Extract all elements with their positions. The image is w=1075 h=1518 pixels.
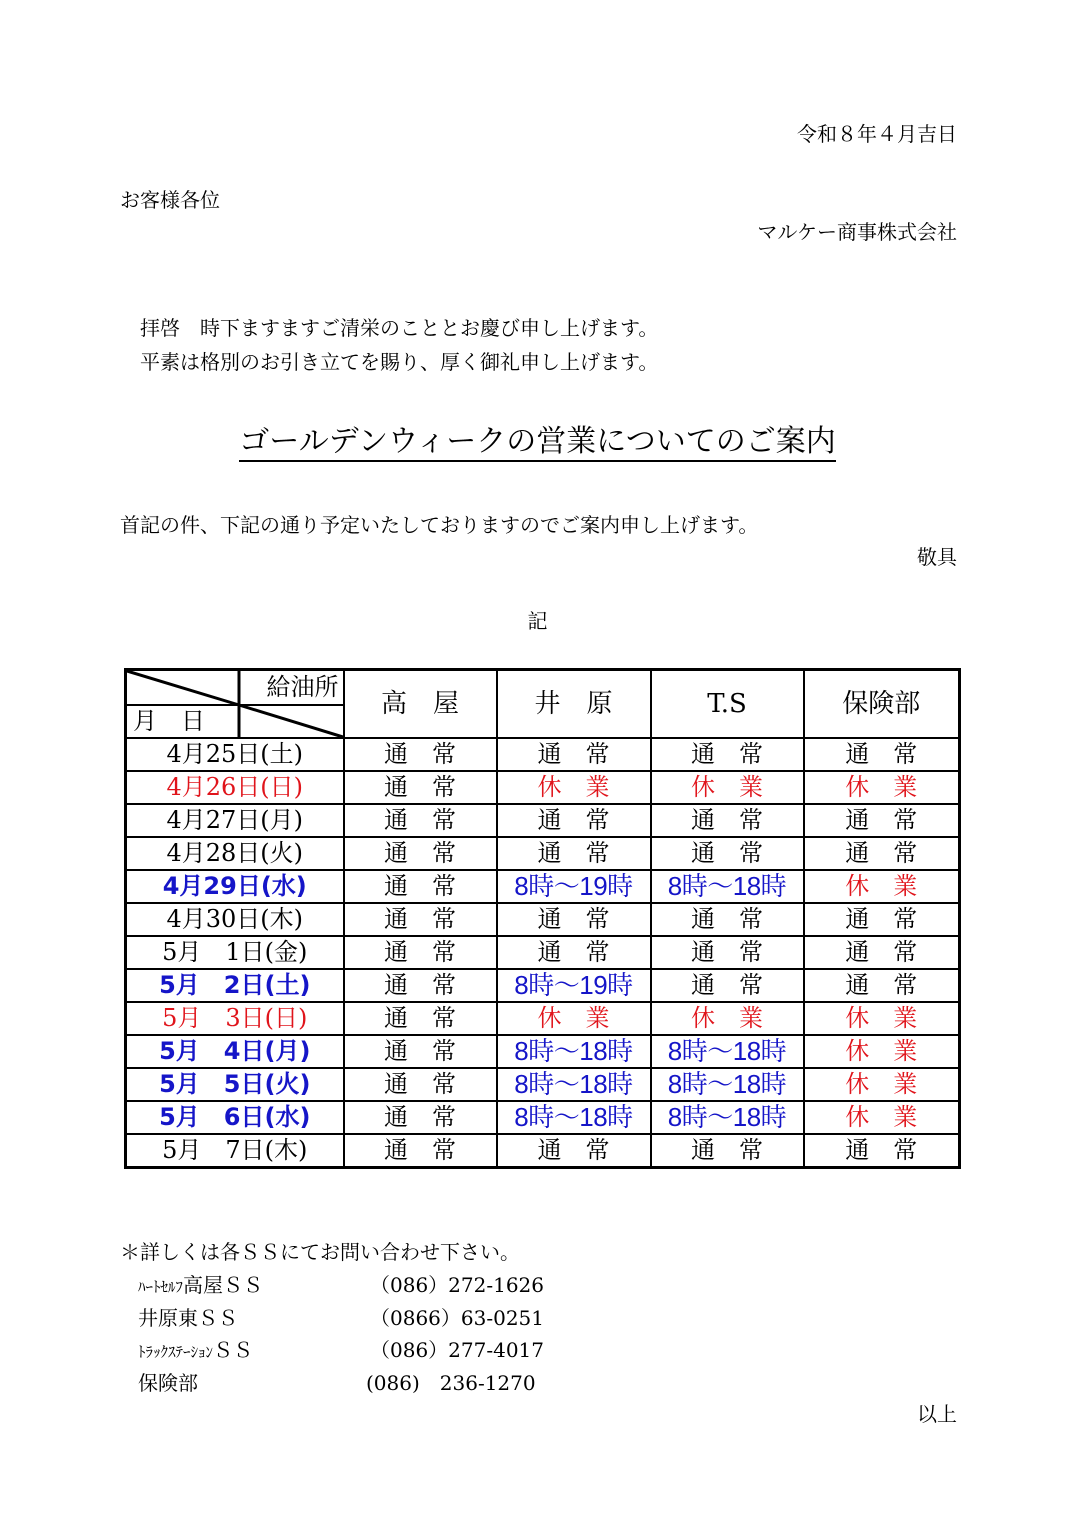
- table-row: [126, 837, 960, 870]
- status-cell: 8時～18時: [497, 1101, 651, 1134]
- date-cell: 5月 1日(金): [126, 936, 344, 969]
- table-row: [126, 1068, 960, 1101]
- status-cell: 通 常: [344, 1002, 497, 1035]
- schedule-table: [124, 668, 961, 1169]
- contact-name: [138, 1371, 198, 1395]
- table-row: [126, 969, 960, 1002]
- contact-row: [138, 1273, 558, 1306]
- status-cell: 通 常: [497, 804, 651, 837]
- status-cell: 通 常: [804, 936, 960, 969]
- greeting-line-2: 平素は格別のお引き立てを賜り、厚く御礼申し上げます。: [140, 350, 659, 374]
- status-cell: 通 常: [344, 738, 497, 771]
- status-cell: 通 常: [651, 1134, 804, 1168]
- date-cell: 4月25日(土): [126, 738, 344, 771]
- document-title: [0, 422, 1075, 462]
- contact-name: [138, 1338, 253, 1364]
- date-cell: 4月30日(木): [126, 903, 344, 936]
- status-cell: 通 常: [497, 936, 651, 969]
- status-cell: 通 常: [344, 969, 497, 1002]
- status-cell: 通 常: [344, 1101, 497, 1134]
- date-cell: 4月29日(水): [126, 870, 344, 903]
- status-cell: 通 常: [497, 738, 651, 771]
- status-cell: 休 業: [804, 870, 960, 903]
- inquiry-note: ＊詳しくは各ＳＳにてお問い合わせ下さい。: [120, 1240, 520, 1264]
- corner-label-station: 給油所: [266, 673, 339, 701]
- greeting-line-1: 拝啓 時下ますますご清栄のこととお慶び申し上げます。: [140, 316, 659, 340]
- column-header: 高 屋: [344, 670, 497, 739]
- status-cell: 8時～18時: [497, 1035, 651, 1068]
- table-header-row: [126, 670, 960, 739]
- contact-row: [138, 1371, 558, 1404]
- status-cell: 休 業: [651, 771, 804, 804]
- status-cell: 通 常: [497, 837, 651, 870]
- table-row: [126, 936, 960, 969]
- status-cell: 通 常: [651, 837, 804, 870]
- column-header: 保険部: [804, 670, 960, 739]
- contact-phone: （086）272-1626: [370, 1273, 545, 1297]
- status-cell: 8時～19時: [497, 969, 651, 1002]
- table-row: [126, 771, 960, 804]
- contact-name-prefix: ﾊｰﾄｾﾙﾌ: [138, 1278, 184, 1296]
- table-row: [126, 870, 960, 903]
- status-cell: 8時～18時: [651, 1068, 804, 1101]
- contact-phone: (086) 236-1270: [366, 1370, 536, 1395]
- ki-heading: 記: [527, 609, 548, 633]
- status-cell: 通 常: [497, 903, 651, 936]
- status-cell: 通 常: [651, 903, 804, 936]
- status-cell: 通 常: [804, 804, 960, 837]
- date-cell: 4月26日(日): [126, 771, 344, 804]
- closing-keigu: 敬具: [917, 545, 957, 569]
- table-row: [126, 1101, 960, 1134]
- status-cell: 通 常: [344, 771, 497, 804]
- contact-name-prefix: ﾄﾗｯｸｽﾃｰｼｮﾝ: [138, 1343, 214, 1361]
- contact-name-main: ＳＳ: [213, 1338, 254, 1362]
- status-cell: 8時～19時: [497, 870, 651, 903]
- status-cell: 8時～18時: [651, 1101, 804, 1134]
- table-row: [126, 804, 960, 837]
- table-row: [126, 1002, 960, 1035]
- contact-row: [138, 1338, 558, 1371]
- date-cell: 4月28日(火): [126, 837, 344, 870]
- date-cell: 5月 5日(火): [126, 1068, 344, 1101]
- status-cell: 8時～18時: [497, 1068, 651, 1101]
- date-cell: 5月 2日(土): [126, 969, 344, 1002]
- document-title-text: ゴールデンウィークの営業についてのご案内: [239, 424, 835, 462]
- status-cell: 通 常: [804, 837, 960, 870]
- status-cell: 休 業: [651, 1002, 804, 1035]
- date-cell: 5月 6日(水): [126, 1101, 344, 1134]
- date-cell: 4月27日(月): [126, 804, 344, 837]
- closing-ijo: 以上: [917, 1402, 957, 1426]
- contact-name-main: 井原東ＳＳ: [138, 1305, 238, 1330]
- document-date: 令和８年４月吉日: [797, 122, 957, 146]
- column-header: 井 原: [497, 670, 651, 739]
- status-cell: 通 常: [651, 936, 804, 969]
- contact-name-main: 高屋ＳＳ: [183, 1273, 264, 1297]
- status-cell: 通 常: [344, 1134, 497, 1168]
- table-row: [126, 1035, 960, 1068]
- company-name: マルケー商事株式会社: [757, 220, 957, 244]
- status-cell: 通 常: [497, 1134, 651, 1168]
- status-cell: 休 業: [804, 1101, 960, 1134]
- table-row: [126, 903, 960, 936]
- contact-name-main: 保険部: [138, 1370, 198, 1395]
- status-cell: 通 常: [344, 837, 497, 870]
- status-cell: 休 業: [804, 1002, 960, 1035]
- date-cell: 5月 3日(日): [126, 1002, 344, 1035]
- column-header: T.S: [651, 670, 804, 739]
- date-cell: 5月 4日(月): [126, 1035, 344, 1068]
- contact-row: [138, 1306, 558, 1339]
- status-cell: 8時～18時: [651, 1035, 804, 1068]
- status-cell: 休 業: [497, 771, 651, 804]
- status-cell: 通 常: [651, 969, 804, 1002]
- status-cell: 通 常: [804, 903, 960, 936]
- status-cell: 休 業: [497, 1002, 651, 1035]
- status-cell: 8時～18時: [651, 870, 804, 903]
- intro-text: 首記の件、下記の通り予定いたしておりますのでご案内申し上げます。: [120, 513, 759, 537]
- status-cell: 通 常: [804, 969, 960, 1002]
- table-row: [126, 738, 960, 771]
- date-cell: 5月 7日(木): [126, 1134, 344, 1168]
- status-cell: 通 常: [344, 903, 497, 936]
- status-cell: 休 業: [804, 1068, 960, 1101]
- addressee: お客様各位: [120, 188, 220, 212]
- status-cell: 通 常: [344, 870, 497, 903]
- status-cell: 休 業: [804, 771, 960, 804]
- status-cell: 通 常: [804, 1134, 960, 1168]
- status-cell: 休 業: [804, 1035, 960, 1068]
- table-row: [126, 1134, 960, 1168]
- contact-phone: （086）277-4017: [370, 1338, 545, 1362]
- status-cell: 通 常: [651, 804, 804, 837]
- contact-list: [138, 1273, 558, 1403]
- contact-phone: （0866）63-0251: [370, 1305, 545, 1330]
- corner-header-cell: [126, 670, 344, 739]
- status-cell: 通 常: [344, 936, 497, 969]
- status-cell: 通 常: [344, 804, 497, 837]
- status-cell: 通 常: [344, 1068, 497, 1101]
- status-cell: 通 常: [651, 738, 804, 771]
- contact-name: [138, 1306, 238, 1330]
- corner-label-date: 月 日: [133, 707, 205, 735]
- status-cell: 通 常: [344, 1035, 497, 1068]
- status-cell: 通 常: [804, 738, 960, 771]
- contact-name: [138, 1273, 263, 1299]
